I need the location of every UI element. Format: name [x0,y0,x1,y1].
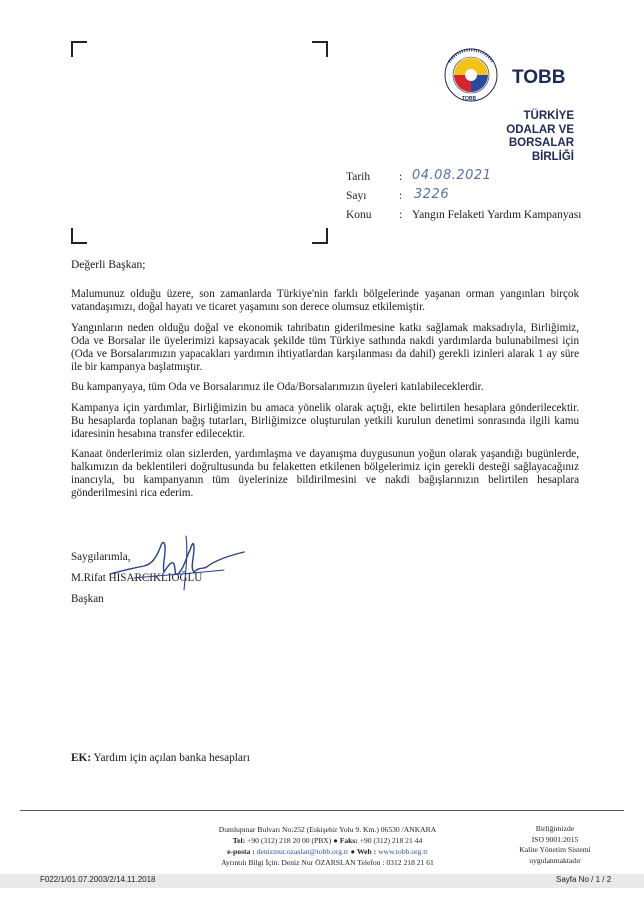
paragraph-3: Bu kampanyaya, tüm Oda ve Borsalarımız ile Oda/Borsalarımızın üyeleri katılabileceklerdir. [71,381,484,393]
footer-email-line [150,846,505,857]
date-colon: : [399,171,403,183]
subject-label: Konu [346,209,372,221]
number-value: 3226 [414,187,450,202]
tel-label: Tel: [232,836,246,845]
date-label: Tarih [346,171,371,183]
subject-value: Yangın Felaketi Yardım Kampanyası [412,209,582,221]
signer-title: Başkan [71,593,104,605]
address-window-corner-bottom-right [312,228,328,244]
quality-line-2: ISO 9001:2015 [531,834,579,844]
enclosure-label: EK: [71,752,92,764]
paragraph-5: Kanaat önderlerimiz olan sizlerden, yardımlaşma ve dayanışma duygusunun yoğun olarak yaşandığı bugünlerde, halkımızın da beklentileri doğrultusunda bu felaketten etkilenen bölgelerimiz için gerekli desteği sağlayacağınız inancıyla, bu kampanyanın tüm üyelerinize bildirilmesini ve nakdi bağışlarınızın belirtilen hesaplara gönderilmesini rica ederim. [71,448,579,499]
footer-address: Dumlupınar Bulvarı No:252 (Eskişehir Yolu 9. Km.) 06530 /ANKARA [218,825,437,834]
enclosure [71,752,250,764]
fax-value: +90 (312) 218 21 44 [359,836,423,845]
signature [104,530,254,600]
email-link[interactable]: denizmur.ozaslan@tobb.org.tr [256,847,349,856]
email-label: e-posta : [227,847,255,856]
number-colon: : [399,190,403,202]
paragraph-2: Yangınların neden olduğu doğal ve ekonomik tahribatın giderilmesine katkı sağlamak maksadıyla, Birliğimiz, Oda ve Borsalar ile üyelerimizi kapsayacak şekilde tüm Türkiye sathında nakdi yardımlarda bulunabilmesi için (Oda ve Borsalarımızın yapacakları yardımın ihtiyatlardan karşılanması da dahil) gerekli izinleri alarak 1 ay süre ile bir kampanya başlatmıştır. [71,321,579,373]
footer-phone-line [150,835,505,846]
address-window-corner-top-right [312,41,328,57]
number-label: Sayı [346,190,367,202]
bullet-icon: ● [350,847,356,856]
quality-line-3: Kalite Yönetim Sistemi [519,845,591,854]
logo-small-text: TOBB [462,96,477,102]
subject-colon: : [399,209,403,221]
letter-body [71,288,579,508]
org-line-2: ODALAR VE BORSALAR [506,123,574,149]
web-label: Web : [356,847,377,856]
address-window-corner-top-left [71,41,87,57]
page-number: Sayfa No / 1 / 2 [556,875,612,884]
footer-divider [20,810,624,811]
bullet-icon: ● [333,836,338,845]
tel-value: +90 (312) 218 20 00 (PBX) [247,836,332,845]
paragraph-4: Kampanya için yardımlar, Birliğimizin bu amaca yönelik olarak açtığı, ekte belirtilen hesaplara gönderilecektir. Bu hesaplarda toplanan bağış tutarları, Birliğimizce oluşturulan yetkili kurulun denetimi sonrasında ilgili kamu idaresinin hesabına transfer edilecektir. [71,401,579,440]
quality-note [510,824,600,866]
date-value: 04.08.2021 [412,168,492,183]
closing-phrase: Saygılarımla, [71,551,131,563]
address-window-corner-bottom-left [71,228,87,244]
web-link[interactable]: www.tobb.org.tr [378,847,428,856]
quality-line-4: uygulanmaktadır [529,855,581,865]
form-code: F022/1/01.07.2003/2/14.11.2018 [40,875,156,884]
enclosure-text: Yardım için açılan banka hesapları [93,752,250,764]
brand-name: TOBB [512,67,566,88]
salutation: Değerli Başkan; [71,259,146,271]
paragraph-1: Malumunuz olduğu üzere, son zamanlarda Türkiye'nin farklı bölgelerinde yaşanan orman yangınları birçok vatandaşımızı, doğal hayatı ve ticaret yaşamını son derece olumsuz etkilemiştir. [71,288,579,313]
footer-address-block [150,824,505,868]
organization-name [440,110,574,164]
quality-line-1: Birliğimizde [535,824,575,833]
signer-name: M.Rifat HİSARCIKLIOĞLU [71,572,203,584]
footer-contact-line: Ayrıntılı Bilgi İçin: Deniz Nur ÖZARSLAN Telefon : 0312 218 21 61 [221,858,434,867]
org-line-1: TÜRKİYE [523,110,574,122]
org-line-3: BİRLİĞİ [531,150,574,163]
fax-label: Faks: [339,836,358,845]
